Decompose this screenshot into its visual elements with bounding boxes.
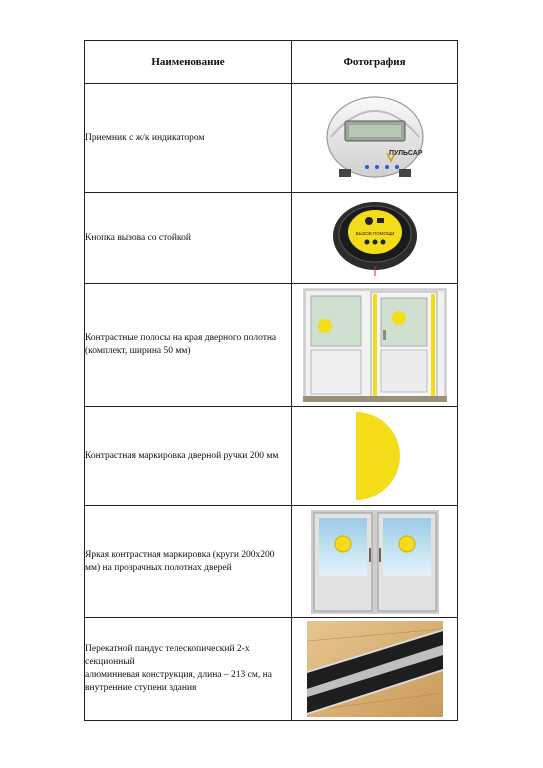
row-name: Яркая контрастная маркировка (круги 200х200 мм) на прозрачных полотнах дверей [85, 506, 292, 618]
header-name: Наименование [85, 41, 292, 84]
yellow-half-circle-marking [350, 409, 400, 503]
button-caption: ВЫЗОВ ПОМОЩИ [355, 231, 394, 236]
row-photo [292, 84, 458, 193]
row-photo [292, 407, 458, 506]
door-contrast-stripes-photo [303, 288, 447, 402]
table-row [85, 284, 458, 407]
header-photo: Фотография [292, 41, 458, 84]
table-row [85, 84, 458, 193]
table-row [85, 506, 458, 618]
row-photo [292, 193, 458, 284]
table-row [85, 618, 458, 721]
row-photo [292, 618, 458, 721]
table-header-row [85, 41, 458, 84]
telescopic-ramp-photo [307, 621, 443, 717]
row-name: Кнопка вызова со стойкой [85, 193, 292, 284]
row-photo [292, 284, 458, 407]
row-name [85, 618, 292, 721]
glass-door-circles-illustration [311, 510, 439, 614]
receiver-device-photo [325, 93, 425, 183]
row-name: Приемник с ж/к индикатором [85, 84, 292, 193]
call-button-photo [329, 200, 421, 276]
row-name-line-1: Перекатной пандус телескопический 2-х секционный [85, 644, 250, 667]
row-name-line-2: алюминиевая конструкция, длина – 213 см, на внутренние ступени здания [85, 670, 272, 693]
table-row [85, 407, 458, 506]
row-name: Контрастные полосы на края дверного полотна (комплект, ширина 50 мм) [85, 284, 292, 407]
row-name: Контрастная маркировка дверной ручки 200 мм [85, 407, 292, 506]
device-brand-label: ПУЛЬСАР [388, 150, 422, 157]
table-row [85, 193, 458, 284]
row-photo [292, 506, 458, 618]
equipment-table [84, 40, 458, 721]
